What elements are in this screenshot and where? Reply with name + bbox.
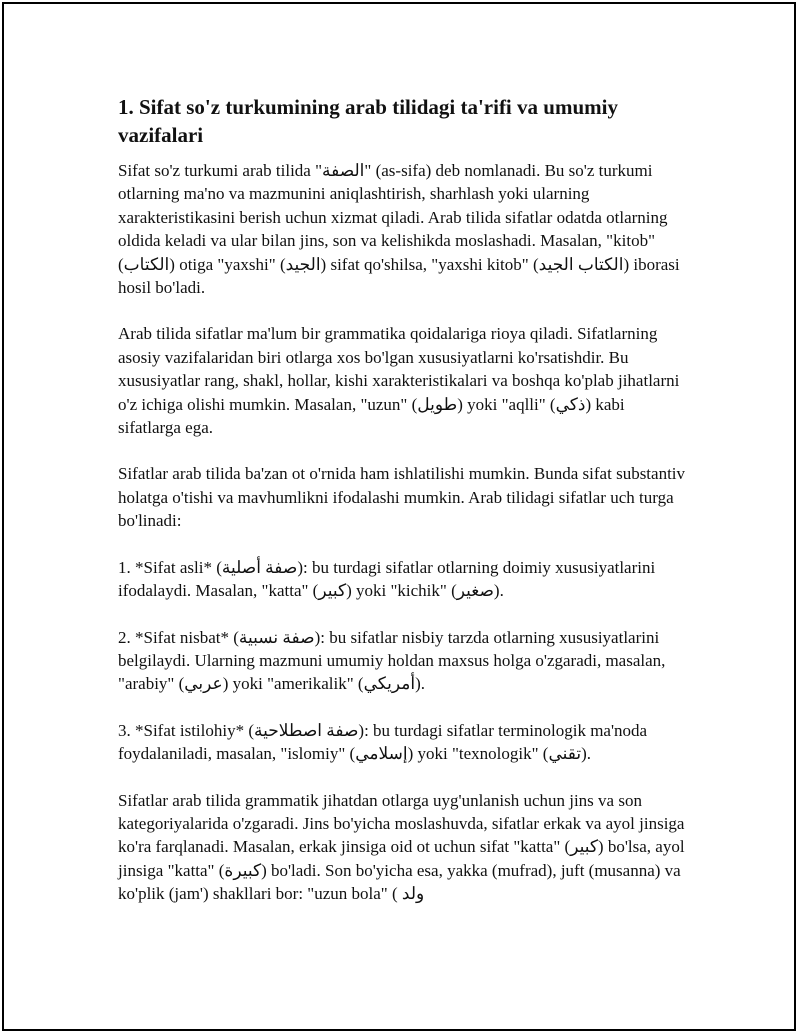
paragraph-intro: Sifat so'z turkumi arab tilida "الصفة" (as-sifa) deb nomlanadi. Bu so'z turkumi otlarning ma'no va mazmunini aniqlashtirish, sharhlash yoki ularning xarakteristikasini berish uchun xizmat qiladi. Arab tilida sifatlar odatda otlarning oldida keladi va ular bilan jins, son va kelishikda moslashadi. Masalan, "kitob" (الكتاب) otiga "yaxshi" (الجيد) sifat qo'shilsa, "yaxshi kitob" (الكتاب الجيد) iborasi hosil bo'ladi.	[118, 161, 680, 298]
paragraph-functions: Arab tilida sifatlar ma'lum bir grammatika qoidalariga rioya qiladi. Sifatlarning asosiy vazifalaridan biri otlarga xos bo'lgan xususiyatlarni ko'rsatishdir. Bu xususiyatlar rang, shakl, hollar, kishi xarakteristikalari va boshqa ko'plab jihatlarni o'z ichiga olishi mumkin. Masalan, "uzun" (طويل) yoki "aqlli" (ذكي) kabi sifatlarga ega.	[118, 324, 680, 438]
paragraph-type-nisbat: 2. *Sifat nisbat* (صفة نسبية): bu sifatlar nisbiy tarzda otlarning xususiyatlarini belgilaydi. Ularning mazmuni umumiy holdan maxsus holga o'zgaradi, masalan, "arabiy" (عربي) yoki "amerikalik" (أمريكي).	[118, 627, 666, 694]
paragraph-type-istilohiy: 3. *Sifat istilohiy* (صفة اصطلاحية): bu turdagi sifatlar terminologik ma'noda foydalaniladi, masalan, "islomiy" (إسلامي) yoki "texnologik" (تقني).	[118, 720, 648, 764]
paragraph-agreement: Sifatlar arab tilida grammatik jihatdan otlarga uyg'unlanish uchun jins va son kategoriyalarida o'zgaradi. Jins bo'yicha moslashuvda, sifatlar erkak va ayol jinsiga ko'ra farqlanadi. Masalan, erkak jinsiga oid ot uchun sifat "katta" (كبير) bo'lsa, ayol jinsiga "katta" (كبيرة) bo'ladi. Son bo'yicha esa, yakka (mufrad), juft (musanna) va ko'plik (jam') shakllari bor: "uzun bola" ( ولد	[118, 790, 685, 904]
paragraph-type-asli: 1. *Sifat asli* (صفة أصلية): bu turdagi sifatlar otlarning doimiy xususiyatlarini ifodalaydi. Masalan, "katta" (كبير) yoki "kichik" (صغير).	[118, 557, 656, 601]
paragraph-types-intro: Sifatlar arab tilida ba'zan ot o'rnida ham ishlatilishi mumkin. Bunda sifat substantiv holatga o'tishi va mavhumlikni ifodalashi mumkin. Arab tilidagi sifatlar uch turga bo'linadi:	[118, 464, 686, 531]
section-heading: 1. Sifat so'z turkumining arab tilidagi ta'rifi va umumiy vazifalari	[118, 95, 618, 147]
document-body	[118, 93, 688, 929]
